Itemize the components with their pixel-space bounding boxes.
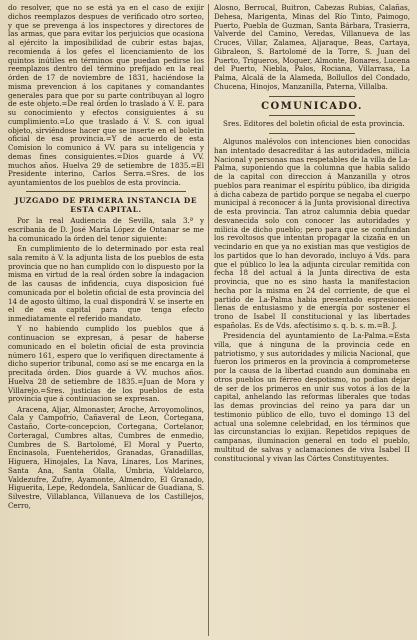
paragraph-cumplimiento: En cumplimiento de lo determinado por esta real sala remito á V. la adjunta lista de los pueblos de esta provincia que no han cumplido con lo dispuesto por la misma en virtud de la real órden sobre la indagacion de las causas de infidencia, cuya disposicion fué comunicada por el boletin oficial de esta provincia del 14 de agosto último, la cual dispondrá V. se inserte en el de esa capital para que tenga efecto inmediatamente el referido mandato.	[8, 244, 204, 323]
paragraph-audiencia: Por la real Audiencia de Sevilla, sala 3.ª y escribania de D. José María López de Ontanar se me ha comunicado la órden del tenor siguiente:	[8, 216, 204, 243]
left-column	[8, 4, 204, 636]
paragraph-malevolos: Algunos malévolos con intenciones bien conocidas han intentado desacreditar á las autoridades, milicia Nacional y personas mas respetables de la villa de La-Palma, suponiendo que la columna que habia salido de la capital con direccion á Manzanilla y otros pueblos para reanimar el espíritu público, iba dirigida á dicha cabeza de partido porque se negaba el cuerpo municipal á reconocer á la Junta provisional directiva de esta provincia. Tan atroz calumnia debia quedar desvanecida solo con conocer las autoridades y milicia de dicho pueblo; pero para que se confundan los revoltosos que intentan propagar la cizaña en un vecindario en que ya no existian mas que vestigios de los partidos que lo han devorado, incluyo á Vds. para que el público lo lea la adjunta circular remitida con fecha 18 del actual á la Junta directiva de esta provincia, que no es sino hasta la manifestacion hecha por la misma en 24 del corriente, de que el partido de La-Palma habia presentado espresiones llenas de entusiasmo y de energía por sostener el trono de Isabel II constitucional y las libertades españolas. Es de Vds. afectísimo s. q. b. s. m.=B. J.	[214, 137, 410, 330]
paragraph-town-list-continued: Alosno, Berrocal, Buitron, Cabezas Rubias, Calañas, Dehesa, Marigenta, Minas del Río Tinto, Paimogo, Puerto, Puebla de Guzman, Santa Bárbara, Trasierra, Valverde del Camino, Veredas, Villanueva de las Cruces, Villar, Zalamea, Aljaraque, Beas, Cartaya, Gibraleon, S. Bartolomé de la Torre, S. Juan del Puerto, Trigueros, Moguer, Almonte, Bonares, Lucena del Puerto, Niebla, Palos, Rociana, Villarrasa, La Palma, Alcalá de la Alameda, Bollullos del Condado, Chucena, Hinojos, Manzanilla, Paterna, Villalba.	[214, 4, 410, 91]
section-divider	[26, 191, 186, 192]
right-column	[214, 4, 410, 636]
comunicado-title: COMUNICADO.	[261, 100, 363, 112]
column-rule	[208, 4, 209, 636]
editor-address: Sres. Editores del boletin oficial de esta provincia.	[223, 119, 405, 129]
paragraph-town-list: Aracena, Aljar, Almonaster, Aroche, Arroyomolinos, Cala y Campofrío, Cañaveral de Leon, Cortegana, Castaño, Corte-concepcion, Cortegana, Cortelanor, Corteragal, Cumbres altas, Cumbres de enmedio, Cumbres de S. Bartolomé, El Moral y Puerto, Encinasola, Fuenteheridos, Granadas, Granadillas, Higuera, Hinojales, La Nava, Linares, Los Marines, Santa Ana, Santa Olalla, Umbria, Valdelarco, Valdezufre, Zufre, Ayamonte, Almendro, El Granado, Higuerita, Lepe, Redondela, Sanlúcar de Guadiana, S. Silvestre, Villablanca, Villanueva de los Castillejos, Cerro,	[8, 404, 204, 510]
paragraph-no-habiendo: Y no habiendo cumplido los pueblos que á continuacion se expresan, á pesar de haberse comunicado en el boletin oficial de esta provincia número 161, espero que lo verifiquen directamente á dicho superior tribunal, como así se me encarga en la precitada órden. Dios guarde á VV. muchos años. Huelva 28 de setiembre de 1835.=Juan de Mora y Villarejo.=Sres. justicias de los pueblos de esta provincia que á continuacion se expresan.	[8, 324, 204, 404]
section-divider	[269, 133, 355, 134]
paragraph-comision-circular: do resolver, que no se está ya en el caso de exijir dichos reemplazos despues de verificado otro sorteo, y que se prevenga á los inspectores y directores de las armas, que para evitar los perjuicios que ocasiona al ejército la imposibilidad de cubrir estas bajas, recomienda á los gefes el licenciamiento de los quintos inútiles en términos que puedan pedirse los reemplazos dentro del término prefijado en la real órden de 17 de noviembre de 1831, haciéndose la misma prevencion á los capitanes y comandantes generales para que por su parte contribuyan al logro de este objeto.=De real órden lo traslado á V. E. para su conocimiento y efectos consiguientes á su cumplimiento.=Lo que traslado á V. S. con igual objeto, sirviéndose hacer que se inserte en el boletin oficial de esa provincia.=Y de acuerdo de esta Comision lo comunico á VV. para su inteligencia y demas fines consiguientes.=Dios guarde á VV. muchos años. Huelva 29 de setiembre de 1835.=El Presidente interino, Carlos Serra.=Sres. de los ayuntamientos de los pueblos de esta provincia.	[8, 4, 204, 187]
section-divider	[269, 96, 355, 97]
section-divider	[269, 115, 355, 116]
juzgado-heading: JUZGADO DE PRIMERA INSTANCIA DE ESTA CAPITAL.	[14, 195, 198, 214]
paragraph-presidencia: Presidencia del ayuntamiento de La-Palma.=Esta villa, que á ninguna de la provincia cede en patriotismo, y sus autoridades y milicia Nacional, que fueron los primeros en la provincia á comprometerse por la causa de la libertad cuando aun dominaba en otros pueblos un férreo despotismo, no podian dejar de ser de los primeros en unir sus votos á los de la capital, anhelando las reformas liberales que todas las demas provincias del reino ya para dar un testimonio público de ello, tuvo el domingo 13 del actual una solemne celebridad, en los términos que las circunstancias lo exijian. Repetidos repiques de campanas, iluminacion general en todo el pueblo, multitud de salvas y aclamaciones de viva Isabel II constitucional y vivan las Córtes Constituyentes.	[214, 331, 410, 463]
